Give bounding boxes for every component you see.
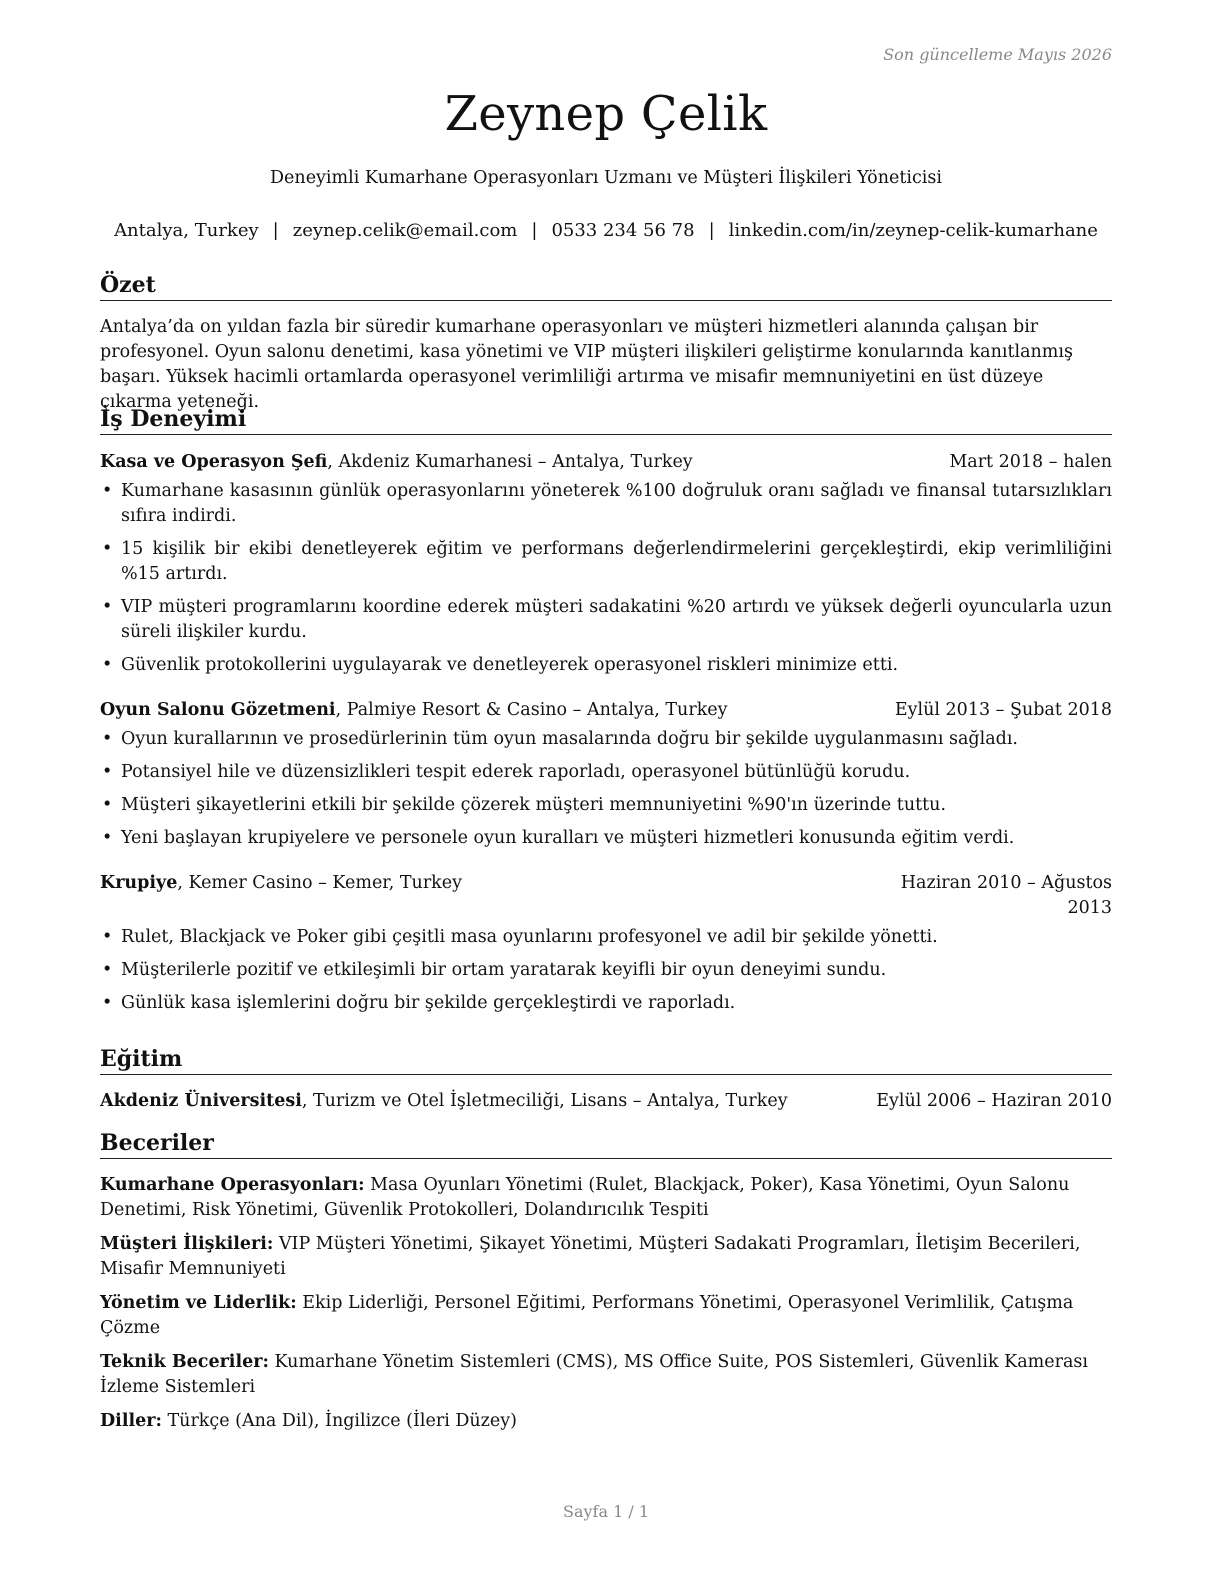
list-item: • Müşterilerle pozitif ve etkileşimli bir ortam yaratarak keyifli bir oyun deneyimi sundu. — [100, 958, 1112, 983]
section-title: İş Deneyimi — [100, 406, 1112, 435]
contact-separator: | — [708, 220, 715, 241]
skill-label: Müşteri İlişkileri: — [100, 1234, 274, 1254]
skill-label: Diller: — [100, 1411, 162, 1431]
skill-label: Yönetim ve Liderlik: — [100, 1293, 297, 1313]
skill-group — [100, 1409, 1112, 1434]
education-details: , Turizm ve Otel İşletmeciliği, Lisans – Antalya, Turkey — [301, 1091, 788, 1111]
job-dates: Haziran 2010 – Ağustos 2013 — [900, 873, 1112, 918]
list-item: • 15 kişilik bir ekibi denetleyerek eğitim ve performans değerlendirmelerini gerçekleştirdi, ekip verimliliğini %15 artırdı. — [100, 537, 1112, 587]
last-updated: Son güncelleme Mayıs 2026 — [883, 45, 1112, 64]
contact-line — [100, 220, 1112, 241]
job-role: Oyun Salonu Gözetmeni — [100, 700, 336, 720]
list-item: • Rulet, Blackjack ve Poker gibi çeşitli masa oyunlarını profesyonel ve adil bir şekilde yönetti. — [100, 925, 1112, 950]
job-role: Kasa ve Operasyon Şefi — [100, 452, 328, 472]
skill-text: Kumarhane Yönetim Sistemleri (CMS), MS Office Suite, POS Sistemleri, Güvenlik Kamerası İzleme Sistemleri — [100, 1352, 1088, 1397]
contact-location: Antalya, Turkey — [114, 220, 259, 241]
person-name: Zeynep Çelik — [444, 86, 768, 142]
skill-group — [100, 1173, 1112, 1223]
list-item: • Oyun kurallarının ve prosedürlerinin tüm oyun masalarında doğru bir şekilde uygulanmasını sağladı. — [100, 727, 1112, 752]
education-section — [100, 1046, 1112, 1114]
skill-label: Kumarhane Operasyonları: — [100, 1175, 365, 1195]
job-dates: Mart 2018 – halen — [949, 452, 1112, 472]
skill-group — [100, 1291, 1112, 1341]
resume-page — [100, 0, 1112, 1584]
skills-list — [100, 1173, 1112, 1434]
job-bullets — [100, 479, 1112, 678]
summary-text: Antalya’da on yıldan fazla bir süredir kumarhane operasyonları ve müşteri hizmetleri alanında çalışan bir profesyonel. Oyun salonu denetimi, kasa yönetimi ve VIP müşteri ilişkileri geliştirme konularında kanıtlanmış başarı. Yüksek hacimli ortamlarda operasyonel verimliliği artırma ve misafir memnuniyetini en üst düzeye çıkarma yeteneği. — [100, 317, 1073, 412]
skills-section — [100, 1130, 1112, 1443]
list-item: • VIP müşteri programlarını koordine ederek müşteri sadakatini %20 artırdı ve yüksek değerli oyuncularla uzun süreli ilişkiler kurdu. — [100, 595, 1112, 645]
summary-section — [100, 272, 1112, 415]
section-title: Özet — [100, 272, 1112, 301]
skill-text: VIP Müşteri Yönetimi, Şikayet Yönetimi, Müşteri Sadakati Programları, İletişim Becerileri, Misafir Memnuniyeti — [100, 1234, 1081, 1279]
tagline: Deneyimli Kumarhane Operasyonları Uzmanı ve Müşteri İlişkileri Yöneticisi — [270, 168, 942, 188]
skill-group — [100, 1232, 1112, 1282]
school-name: Akdeniz Üniversitesi — [100, 1091, 302, 1111]
job-role: Krupiye — [100, 873, 178, 893]
list-item: • Kumarhane kasasının günlük operasyonlarını yöneterek %100 doğruluk oranı sağladı ve finansal tutarsızlıkları sıfıra indirdi. — [100, 479, 1112, 529]
list-item: • Müşteri şikayetlerini etkili bir şekilde çözerek müşteri memnuniyetini %90'ın üzerinde tuttu. — [100, 793, 1112, 818]
job-entry — [100, 698, 1112, 851]
list-item: • Potansiyel hile ve düzensizlikleri tespit ederek raporladı, operasyonel bütünlüğü korudu. — [100, 760, 1112, 785]
job-header — [100, 450, 1112, 475]
experience-section — [100, 406, 1112, 1024]
contact-separator: | — [531, 220, 538, 241]
job-company: , Kemer Casino – Kemer, Turkey — [177, 873, 463, 893]
job-entry — [100, 450, 1112, 678]
job-entry — [100, 871, 1112, 1016]
job-header — [100, 871, 1112, 921]
list-item: • Yeni başlayan krupiyelere ve personele oyun kuralları ve müşteri hizmetleri konusunda eğitim verdi. — [100, 826, 1112, 851]
education-entry — [100, 1089, 1112, 1114]
page-number: Sayfa 1 / 1 — [562, 1502, 649, 1521]
job-dates: Eylül 2013 – Şubat 2018 — [894, 700, 1112, 720]
job-bullets — [100, 727, 1112, 851]
job-company: , Palmiye Resort & Casino – Antalya, Turkey — [335, 700, 728, 720]
job-header — [100, 698, 1112, 723]
section-title: Eğitim — [100, 1046, 1112, 1075]
skill-text: Ekip Liderliği, Personel Eğitimi, Performans Yönetimi, Operasyonel Verimlilik, Çatışma Çözme — [100, 1293, 1074, 1338]
contact-separator: | — [272, 220, 279, 241]
job-bullets — [100, 925, 1112, 1016]
contact-phone[interactable]: 0533 234 56 78 — [551, 220, 695, 241]
education-dates: Eylül 2006 – Haziran 2010 — [876, 1091, 1112, 1111]
list-item: • Güvenlik protokollerini uygulayarak ve denetleyerek operasyonel riskleri minimize etti. — [100, 653, 1112, 678]
skill-text: Masa Oyunları Yönetimi (Rulet, Blackjack, Poker), Kasa Yönetimi, Oyun Salonu Denetimi, Risk Yönetimi, Güvenlik Protokolleri, Dolandırıcılık Tespiti — [100, 1175, 1070, 1220]
skill-label: Teknik Beceriler: — [100, 1352, 269, 1372]
contact-email[interactable]: zeynep.celik@email.com — [292, 220, 518, 241]
list-item: • Günlük kasa işlemlerini doğru bir şekilde gerçekleştirdi ve raporladı. — [100, 991, 1112, 1016]
job-company: , Akdeniz Kumarhanesi – Antalya, Turkey — [327, 452, 693, 472]
skill-group — [100, 1350, 1112, 1400]
skill-text: Türkçe (Ana Dil), İngilizce (İleri Düzey) — [161, 1411, 517, 1431]
section-title: Beceriler — [100, 1130, 1112, 1159]
contact-linkedin[interactable]: linkedin.com/in/zeynep-celik-kumarhane — [728, 220, 1098, 241]
